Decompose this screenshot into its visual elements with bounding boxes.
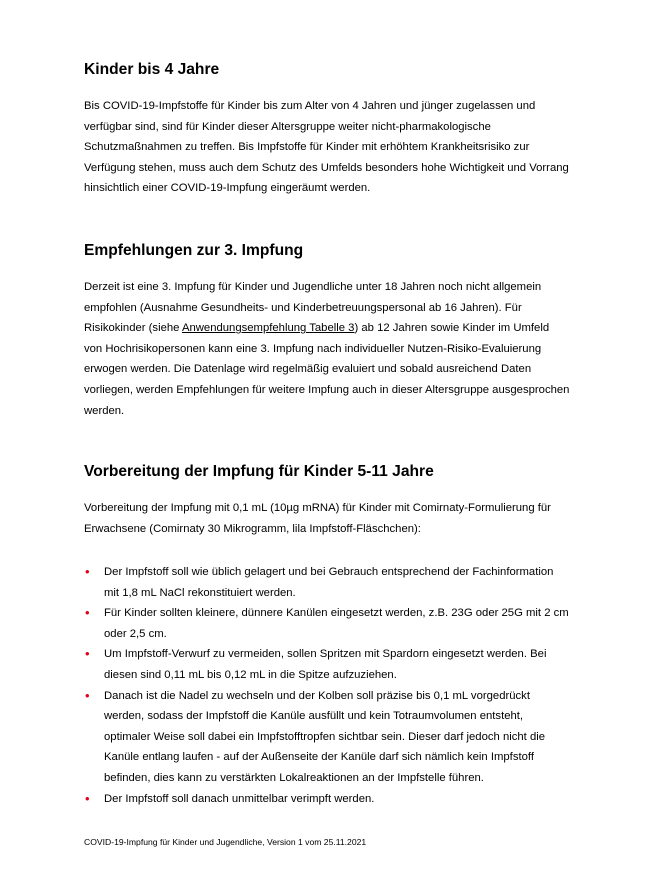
paragraph-text-part: Derzeit ist eine 3. Impfung für Kinder und Jugendliche unter 18 Jahren noch nicht allgemein empfohlen (Ausnahme Gesundheits- und Kinderbetreuungspersonal ab 16 Jahren). Für Risikokinder (siehe	[84, 281, 542, 335]
anwendungsempfehlung-link[interactable]: Anwendungsempfehlung Tabelle 3	[181, 322, 355, 335]
list-item	[84, 603, 570, 644]
section-intro-vorbereitung: Vorbereitung der Impfung mit 0,1 mL (10µg mRNA) für Kinder mit Comirnaty-Formulierung für Erwachsene (Comirnaty 30 Mikrogramm, lila Impfstoff-Fläschchen):	[84, 502, 551, 535]
paragraph-text-part: ) ab 12 Jahren sowie Kinder im Umfeld von Hochrisikopersonen kann eine 3. Impfung nach individueller Nutzen-Risiko-Evaluierung erwogen werden. Die Datenlage wird regelmäßig evaluiert und sobald ausreichend Daten vorliegen, werden Empfehlungen für weitere Impfung auch in dieser Altersgruppe ausgesprochen werden.	[84, 322, 570, 417]
list-item	[84, 686, 570, 789]
preparation-bullet-list	[84, 562, 570, 809]
list-item	[84, 562, 570, 603]
page-footer: COVID-19-Impfung für Kinder und Jugendliche, Version 1 vom 25.11.2021	[84, 837, 367, 847]
list-item	[84, 789, 570, 810]
bullet-icon: •	[85, 646, 90, 662]
list-item-text: Der Impfstoff soll danach unmittelbar verimpft werden.	[104, 792, 375, 805]
bullet-icon: •	[85, 564, 90, 579]
bullet-icon: •	[85, 790, 90, 806]
list-item-text: Um Impfstoff-Verwurf zu vermeiden, sollen Spritzen mit Spardorn eingesetzt werden. Bei diesen sind 0,11 mL bis 0,12 mL in die Spitze aufzuziehen.	[104, 648, 547, 681]
section-paragraph-empfehlungen	[84, 277, 570, 421]
list-item-text: Der Impfstoff soll wie üblich gelagert und bei Gebrauch entsprechend der Fachinformation mit 1,8 mL NaCl rekonstituiert werden.	[104, 566, 554, 599]
bullet-icon: •	[85, 687, 90, 703]
list-item-text: Danach ist die Nadel zu wechseln und der Kolben soll präzise bis 0,1 mL vorgedrückt werden, sodass der Impfstoff die Kanüle ausfüllt und kein Totraumvolumen entsteht, optimaler Weise soll dabei ein Impfstofftropfen sichtbar sein. Dieser darf jedoch nicht die Kanüle entlang laufen - auf der Außenseite der Kanüle darf sich nämlich kein Impfstoff befinden, dies kann zu verstärkten Lokalreaktionen an der Impfstelle führen.	[104, 689, 546, 784]
section-heading-empfehlungen: Empfehlungen zur 3. Impfung	[84, 242, 304, 259]
list-item-text: Für Kinder sollten kleinere, dünnere Kanülen eingesetzt werden, z.B. 23G oder 25G mit 2 cm oder 2,5 cm.	[104, 607, 569, 640]
list-item	[84, 644, 570, 685]
section-paragraph-kinder-bis-4: Bis COVID-19-Impfstoffe für Kinder bis zum Alter von 4 Jahren und jünger zugelassen und verfügbar sind, sind für Kinder dieser Altersgruppe weiter nicht-pharmakologische Schutzmaßnahmen zu treffen. Bis Impfstoffe für Kinder mit erhöhtem Krankheitsrisiko zur Verfügung stehen, muss auch dem Schutz des Umfelds besonders hohe Wichtigkeit und Vorrang hinsichtlich einer COVID-19-Impfung eingeräumt werden.	[84, 100, 569, 195]
section-heading-kinder-bis-4: Kinder bis 4 Jahre	[84, 61, 220, 78]
bullet-icon: •	[85, 605, 90, 621]
section-heading-vorbereitung: Vorbereitung der Impfung für Kinder 5-11 Jahre	[84, 463, 434, 480]
